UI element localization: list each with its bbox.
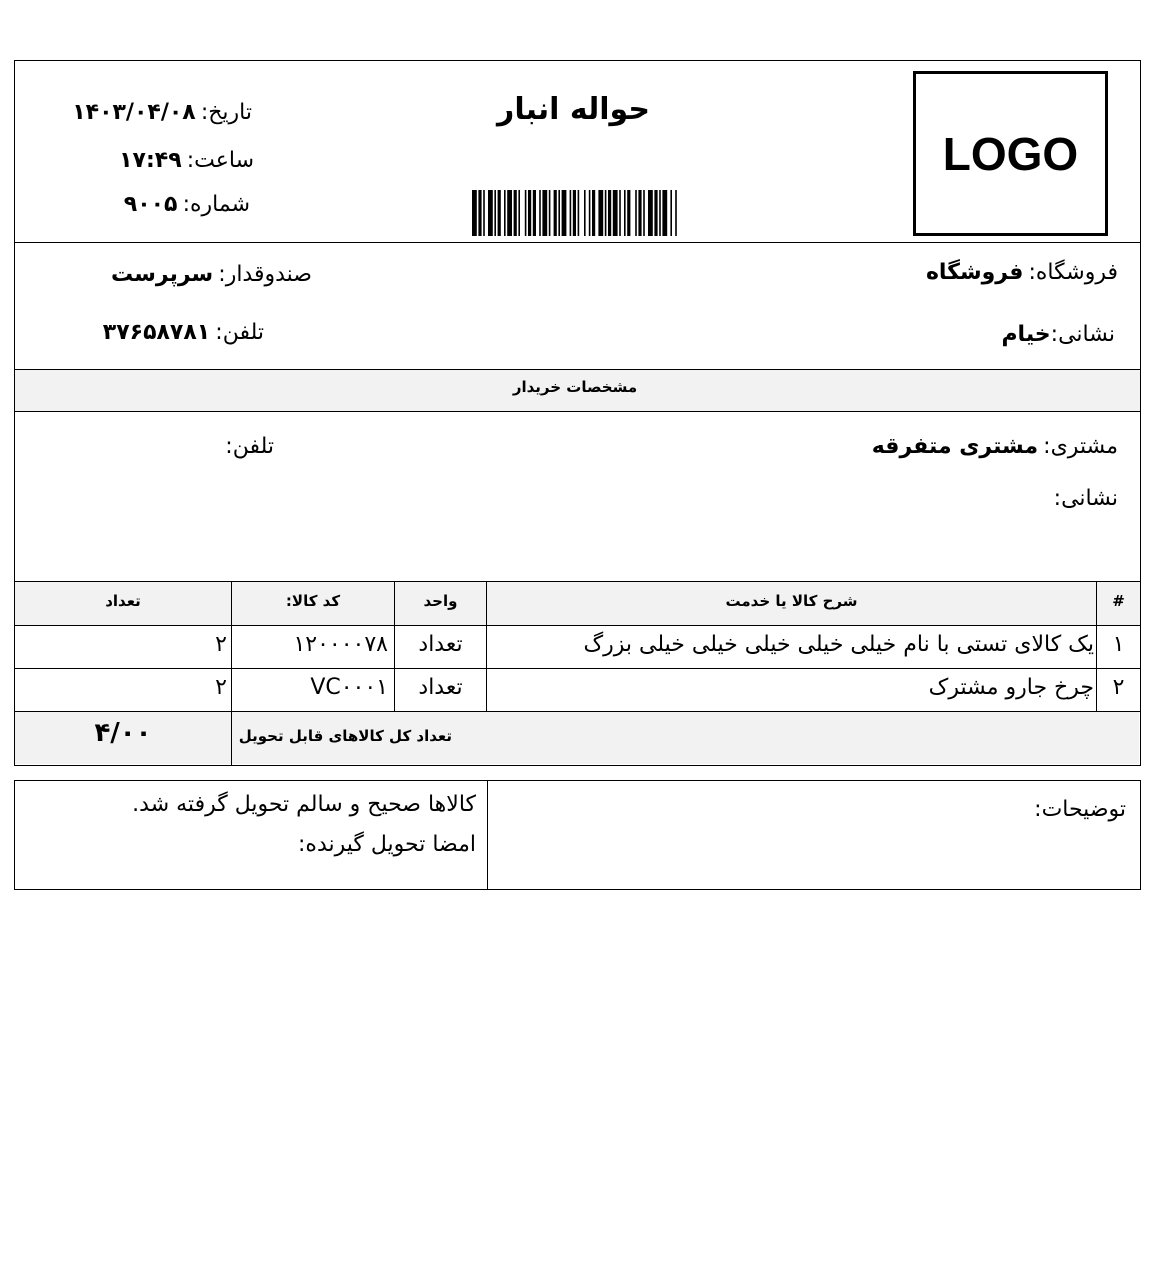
number-row (30, 192, 250, 217)
barcode-bar (554, 190, 557, 236)
seller-phone-label: تلفن: (215, 320, 264, 345)
barcode-bar (670, 190, 672, 236)
signature-label: امضا تحویل گیرنده: (298, 832, 476, 857)
seller-phone-row (60, 320, 264, 345)
store-label: فروشگاه: (1028, 260, 1118, 285)
barcode-image (470, 190, 830, 236)
barcode-bar (635, 190, 637, 236)
logo-box (913, 71, 1108, 236)
header-description: شرح کالا یا خدمت (725, 592, 858, 610)
header-index: # (1112, 592, 1125, 610)
logo-text: LOGO (942, 127, 1079, 180)
store-value: فروشگاه (925, 260, 1024, 285)
barcode-bar (558, 190, 560, 236)
barcode-bar (528, 190, 531, 236)
barcode-bar (654, 190, 657, 236)
barcode-bar (608, 190, 611, 236)
barcode-bar (675, 190, 677, 236)
cashier-value: سرپرست (110, 262, 214, 287)
buyer-address-label: نشانی: (1053, 486, 1118, 511)
barcode-bar (573, 190, 576, 236)
barcode-bar (549, 190, 551, 236)
received-text: کالاها صحیح و سالم تحویل گرفته شد. (132, 792, 476, 817)
cashier-label: صندوقدار: (218, 262, 312, 287)
barcode-bar (514, 190, 517, 236)
row-1-unit: تعداد (418, 632, 463, 657)
date-row (30, 100, 252, 125)
seller-address-value: خیام (1001, 322, 1051, 347)
barcode-bar (504, 190, 506, 236)
table-line (14, 668, 1141, 669)
barcode-bar (578, 190, 580, 236)
date-label: تاریخ: (200, 100, 252, 125)
barcode-bar (539, 190, 541, 236)
barcode-bar (562, 190, 567, 236)
footer-divider (487, 780, 488, 890)
barcode-bar (533, 190, 536, 236)
row-1-description: یک کالای تستی با نام خیلی خیلی خیلی خیلی خیلی بزرگ (583, 632, 1094, 657)
barcode-bar (598, 190, 603, 236)
header-qty: تعداد (105, 592, 141, 610)
barcode-bar (488, 190, 493, 236)
time-row (30, 148, 254, 173)
customer-row (700, 434, 1118, 459)
barcode-bar (605, 190, 607, 236)
barcode-bar (498, 190, 501, 236)
barcode-bar (627, 190, 630, 236)
row-1-code: ۱۲۰۰۰۰۷۸ (293, 632, 388, 657)
buyer-section-title: مشخصات خریدار (512, 378, 638, 396)
time-label: ساعت: (186, 148, 254, 173)
number-label: شماره: (182, 192, 250, 217)
barcode-bar (478, 190, 481, 236)
barcode-bar (624, 190, 626, 236)
barcode-bar (472, 190, 477, 236)
barcode-bar (525, 190, 527, 236)
seller-address-label: نشانی: (1050, 322, 1115, 347)
barcode-bar (507, 190, 512, 236)
table-line (14, 625, 1141, 626)
table-line (14, 711, 1141, 712)
notes-label: توضیحات: (1034, 797, 1126, 822)
barcode-bar (584, 190, 586, 236)
header-code: کد کالا: (285, 592, 341, 610)
buyer-phone-label: تلفن: (225, 434, 274, 459)
barcode-bar (483, 190, 485, 236)
header-unit: واحد (423, 592, 458, 610)
barcode-bar (494, 190, 496, 236)
row-2-index: ۲ (1112, 675, 1125, 700)
seller-phone-value: ۳۷۶۵۸۷۸۱ (102, 320, 211, 345)
barcode-bar (518, 190, 520, 236)
barcode-bar (659, 190, 661, 236)
row-2-code: VC۰۰۰۱ (310, 675, 388, 700)
barcode-bar (662, 190, 667, 236)
barcode-bar (643, 190, 645, 236)
barcode-bar (542, 190, 547, 236)
date-value: ۱۴۰۳/۰۴/۰۸ (72, 100, 196, 125)
page-title: حواله انبار (497, 92, 650, 127)
row-2-unit: تعداد (418, 675, 463, 700)
customer-value: مشتری متفرقه (871, 434, 1039, 459)
barcode-bar (592, 190, 595, 236)
row-1-index: ۱ (1112, 632, 1125, 657)
cashier-row (60, 262, 312, 287)
seller-address-row (700, 322, 1115, 347)
time-value: ۱۷:۴۹ (119, 148, 182, 173)
barcode-bar (570, 190, 572, 236)
total-value: ۴/۰۰ (94, 718, 152, 748)
row-2-description: چرخ جارو مشترک (928, 675, 1094, 700)
customer-label: مشتری: (1043, 434, 1118, 459)
row-2-qty: ۲ (215, 675, 227, 700)
barcode-bar (613, 190, 618, 236)
barcode-bar (638, 190, 641, 236)
barcode-bar (589, 190, 591, 236)
barcode-bar (648, 190, 653, 236)
store-row (700, 260, 1118, 285)
number-value: ۹۰۰۵ (123, 192, 178, 217)
barcode-bar (619, 190, 621, 236)
total-label: تعداد کل کالاهای قابل تحویل (238, 727, 452, 745)
row-1-qty: ۲ (215, 632, 227, 657)
